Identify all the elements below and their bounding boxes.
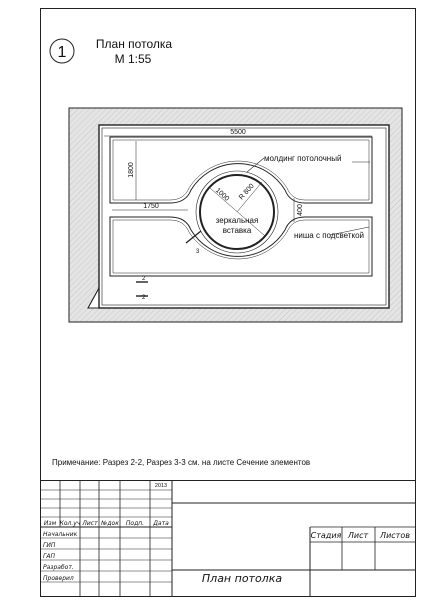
section-mark-2a-label: 2 bbox=[142, 276, 146, 282]
row-label-chief: Начальник bbox=[43, 531, 78, 538]
row-label-gip: ГИП bbox=[43, 542, 56, 549]
dim-left-width-label: 1750 bbox=[143, 203, 159, 210]
dim-radius-label: R 800 bbox=[238, 182, 256, 202]
niche-label: ниша с подсветкой bbox=[294, 231, 364, 240]
col-header-data: Дата bbox=[153, 520, 169, 527]
mirror-insert-label-1: зеркальная bbox=[215, 216, 259, 225]
section-mark-3-line bbox=[186, 231, 201, 243]
note-text: Примечание: Разрез 2-2, Разрез 3-3 см. на листе Сечение элементов bbox=[52, 458, 311, 467]
drawing-number: 1 bbox=[57, 44, 67, 61]
drawing-header bbox=[50, 37, 172, 66]
dim-band-height-label: 1800 bbox=[128, 162, 135, 178]
year-label: 2013 bbox=[154, 483, 168, 489]
row-label-checker: Проверил bbox=[43, 575, 74, 582]
ceiling-plan bbox=[69, 108, 402, 322]
drawing-scale: М 1:55 bbox=[114, 52, 152, 66]
sheet-title: План потолка bbox=[201, 572, 283, 585]
dim-width-label: 5500 bbox=[230, 129, 246, 136]
mirror-insert-label-2: вставка bbox=[222, 226, 252, 235]
dim-niche-label: 400 bbox=[297, 204, 304, 216]
col-header-izm: Изм bbox=[43, 520, 57, 527]
row-label-gap: ГАП bbox=[43, 553, 55, 560]
molding-top-band-inner bbox=[113, 140, 369, 200]
section-mark-2b-label: 2 bbox=[142, 295, 146, 301]
molding-label: молдинг потолочный bbox=[264, 154, 342, 163]
col-header-podp: Подп. bbox=[125, 520, 145, 527]
sheets-header: Листов bbox=[380, 531, 410, 540]
section-mark-3-label: 3 bbox=[196, 249, 200, 255]
dim-diameter-label: 1000 bbox=[213, 187, 231, 203]
col-header-list: Лист bbox=[82, 520, 98, 527]
stage-header: Стадия bbox=[310, 531, 342, 540]
col-header-kol: Кол.уч bbox=[59, 520, 81, 527]
drawing-title: План потолка bbox=[95, 37, 173, 51]
col-header-doc: №док bbox=[101, 520, 119, 527]
row-label-developer: Разработ. bbox=[43, 564, 74, 571]
plan-labels bbox=[128, 129, 364, 301]
sheet-header: Лист bbox=[347, 531, 369, 540]
